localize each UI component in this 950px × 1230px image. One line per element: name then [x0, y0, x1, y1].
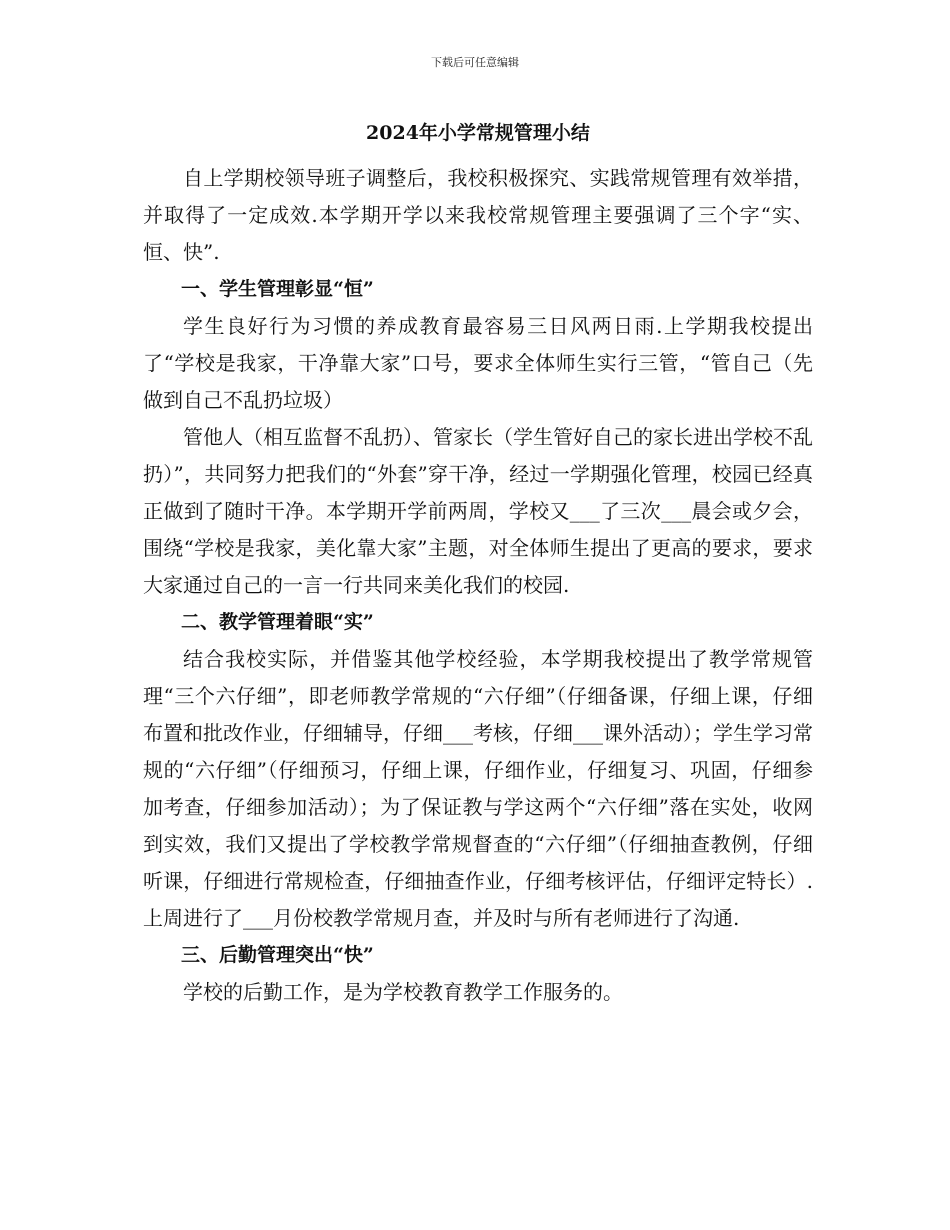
section-heading-logistics: 三、后勤管理突出“快”: [181, 944, 374, 966]
body-paragraph: 学生良好行为习惯的养成教育最容易三日风两日雨.上学期我校提出了“学校是我家，干净靠大家”口号，要求全体师生实行三管，“管自己（先做到自己不乱扔垃圾）: [143, 314, 813, 412]
document-body: [143, 118, 813, 1011]
body-paragraph: 结合我校实际，并借鉴其他学校经验，本学期我校提出了教学常规管理“三个六仔细”，即老师教学常规的“六仔细”（仔细备课，仔细上课，仔细布置和批改作业，仔细辅导，仔细___考核，仔细___课外活动）；学生学习常规的“六仔细”（仔细预习，仔细上课，仔细作业，仔细复习、巩固，仔细参加考查，仔细参加活动）；为了保证教与学这两个“六仔细”落在实处，收网到实效，我们又提出了学校教学常规督查的“六仔细”（仔细抽查教例，仔细听课，仔细进行常规检查，仔细抽查作业，仔细考核评估，仔细评定特长）.上周进行了___月份校教学常规月查，并及时与所有老师进行了沟通.: [143, 647, 813, 930]
document-title: 2024年小学常规管理小结: [366, 122, 590, 144]
section-heading-teaching: 二、教学管理着眼“实”: [181, 611, 374, 633]
page-header: 下载后可任意编辑: [431, 56, 519, 69]
body-paragraph: 管他人（相互监督不乱扔）、管家长（学生管好自己的家长进出学校不乱扔）”，共同努力把我们的“外套”穿干净，经过一学期强化管理，校园已经真正做到了随时干净。本学期开学前两周，学校又___了三次___晨会或夕会，围绕“学校是我家，美化靠大家”主题，对全体师生提出了更高的要求，要求大家通过自己的一言一行共同来美化我们的校园.: [143, 425, 813, 597]
section-heading-students: 一、学生管理彰显“恒”: [181, 278, 374, 300]
intro-paragraph: 自上学期校领导班子调整后，我校积极探究、实践常规管理有效举措，并取得了一定成效.本学期开学以来我校常规管理主要强调了三个字“实、恒、快”.: [143, 166, 813, 264]
body-paragraph: 学校的后勤工作，是为学校教育教学工作服务的。: [183, 980, 623, 1004]
